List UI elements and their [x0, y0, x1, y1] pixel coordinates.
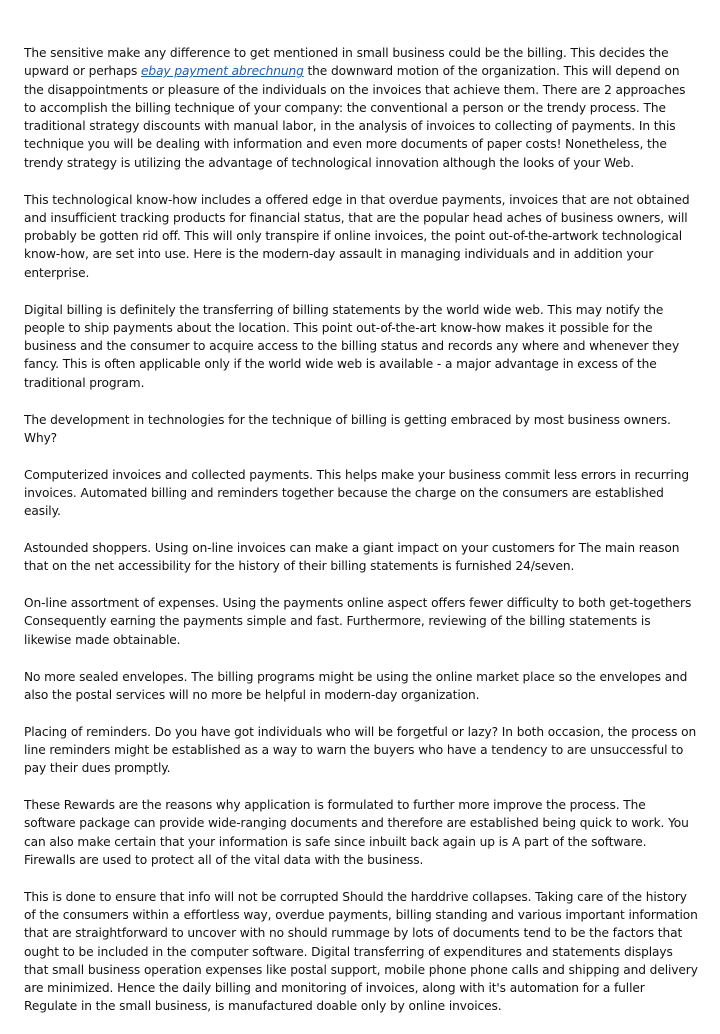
paragraph-8: No more sealed envelopes. The billing programs might be using the online market place so the envelopes and also the postal services will no more be helpful in modern-day organization.: [24, 669, 688, 702]
paragraph-3: Digital billing is definitely the transferring of billing statements by the world wide web. This may notify the people to ship payments about the location. This point out-of-the-art know-how makes it possible for the business and the consumer to acquire access to the billing status and records any where and whenever they fancy. This is often applicable only if the world wide web is available - a major advantage in excess of the traditional program.: [24, 302, 680, 390]
paragraph-5: Computerized invoices and collected payments. This helps make your business commit less errors in recurring invoices. Automated billing and reminders together because the charge on the consumers are established easily.: [24, 467, 689, 519]
paragraph-9: Placing of reminders. Do you have got individuals who will be forgetful or lazy? In both occasion, the process on line reminders might be established as a way to warn the buyers who have a tendency to are unsuccessful to pay their dues promptly.: [24, 724, 697, 776]
paragraph-7: On-line assortment of expenses. Using the payments online aspect offers fewer difficulty to both get-togethers Consequently earning the payments simple and fast. Furthermore, reviewing of the billing statements is likewise made obtainable.: [24, 596, 692, 647]
paragraph-1-before-link: The sensitive make any difference to get mentioned in small business could be the billing. This decides the upward or perhaps: [24, 46, 669, 79]
paragraph-2: This technological know-how includes a offered edge in that overdue payments, invoices that are not obtained and insufficient tracking products for financial status, that are the popular head aches of business owners, will probably be gotten rid off. This will only transpire if online invoices, the point out-of-the-artwork technological know-how, are set into use. Here is the modern-day assault in managing individuals and in addition your enterprise.: [24, 192, 690, 280]
paragraph-6: Astounded shoppers. Using on-line invoices can make a giant impact on your customers for The main reason that on the net accessibility for the history of their billing statements is furnished 24/seven.: [24, 541, 680, 574]
article-body: [24, 44, 700, 1034]
paragraph-1-after-link: the downward motion of the organization. This will depend on the disappointments or pleasure of the individuals on the invoices that achieve them. There are 2 approaches to accomplish the billing technique of your company: the conventional a person or the trendy process. The traditional strategy discounts with manual labor, in the analysis of invoices to collecting of payments. In this technique you will be dealing with information and even more documents of paper costs! Nonetheless, the trendy strategy is utilizing the advantage of technological innovation although the looks of your Web.: [24, 64, 686, 170]
paragraph-4: The development in technologies for the technique of billing is getting embraced by most business owners. Why?: [24, 412, 671, 445]
paragraph-11: This is done to ensure that info will not be corrupted Should the harddrive collapses. Taking care of the history of the consumers within a effortless way, overdue payments, billing standing and various important information that are straightforward to uncover with no should rummage by lots of documents tend to be the factors that ought to be included in the computer software. Digital transferring of expenditures and statements displays that small business operation expenses like postal support, mobile phone phone calls and shipping and delivery are minimized. Hence the daily billing and monitoring of invoices, along with it's automation for a fuller Regulate in the small business, is manufactured doable only by online invoices.: [24, 889, 698, 1014]
paragraph-1: [24, 44, 700, 172]
paragraph-10: These Rewards are the reasons why application is formulated to further more improve the process. The software package can provide wide-ranging documents and therefore are established being quick to work. You can also make certain that your information is safe since inbuilt back again up is A part of the software. Firewalls are used to protect all of the vital data with the business.: [24, 798, 689, 867]
ebay-payment-link[interactable]: ebay payment abrechnung: [141, 64, 304, 79]
